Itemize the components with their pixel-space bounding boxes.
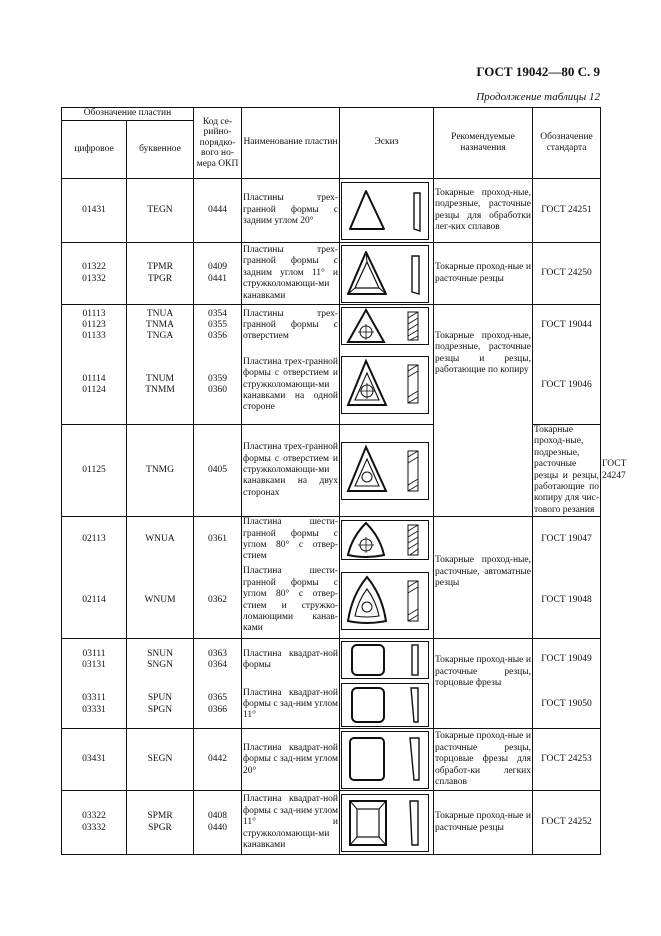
cell-letter: TNMG	[127, 425, 194, 517]
cell-letter: SPUN SPGN	[127, 681, 194, 729]
square-relief20-icon	[341, 731, 429, 789]
cell-name: Пластина квадрат-ной формы с зад-ним углом 11°	[242, 681, 340, 729]
cell-letter: TNUM TNMM	[127, 347, 194, 425]
cell-recommended: Токарные проход-ные, подрезные, расточные резцы и резцы, работающие по копиру	[434, 305, 533, 517]
cell-standard: ГОСТ 24252	[533, 791, 601, 855]
cell-sketch	[340, 305, 434, 347]
cell-letter: SEGN	[127, 729, 194, 791]
cell-standard: ГОСТ 19049	[533, 639, 601, 681]
table-row	[62, 639, 601, 681]
cell-standard: ГОСТ 19050	[533, 681, 601, 729]
cell-sketch	[340, 179, 434, 243]
col-name: Наименование пластин	[242, 108, 340, 179]
cell-recommended: Токарные проход-ные и расточные резцы, торцовые фрезы	[434, 639, 533, 729]
cell-okp: 0444	[194, 179, 242, 243]
cell-letter: TEGN	[127, 179, 194, 243]
col-designation: Обозначение пластин	[62, 108, 194, 121]
square-chipbreaker-icon	[341, 794, 429, 852]
cell-letter: SNUN SNGN	[127, 639, 194, 681]
trigon-hole-icon	[341, 520, 429, 560]
cell-sketch	[340, 791, 434, 855]
triangle-hole-double-icon	[341, 442, 429, 500]
cell-standard: ГОСТ 24250	[533, 243, 601, 305]
cell-digital: 01114 01124	[62, 347, 127, 425]
square-relief-icon	[341, 683, 429, 727]
cell-okp: 0359 0360	[194, 347, 242, 425]
cell-name: Пластина квадрат-ной формы с зад-ним углом 20°	[242, 729, 340, 791]
triangle-hole-icon	[341, 307, 429, 345]
cell-standard: ГОСТ 24253	[533, 729, 601, 791]
table-row	[62, 243, 601, 305]
cell-standard: ГОСТ 19044	[533, 305, 601, 347]
cell-name: Пластины трех-гранной формы с отверстием	[242, 305, 340, 347]
col-okp: Код се-рийно-порядко-вого но-мера ОКП	[194, 108, 242, 179]
cell-okp: 0408 0440	[194, 791, 242, 855]
cell-okp: 0363 0364	[194, 639, 242, 681]
page-header: ГОСТ 19042—80 С. 9	[476, 64, 600, 79]
cell-digital: 01322 01332	[62, 243, 127, 305]
cell-digital: 03322 03332	[62, 791, 127, 855]
cell-standard: ГОСТ 19047	[533, 517, 601, 563]
cell-sketch	[340, 729, 434, 791]
table-row: 01125 TNMG 0405 Пластина трех-гранной формы с отверстием и стружколомающи-ми канавками на двух сторонах Токарные проход-ные, подрезные, расточные резцы и резцы, работающие по копиру для чис-тового резания ГОСТ 24247	[62, 425, 601, 517]
cell-digital: 02113	[62, 517, 127, 563]
cell-name: Пластина квадрат-ной формы	[242, 639, 340, 681]
col-sketch: Эскиз	[340, 108, 434, 179]
cell-sketch	[340, 243, 434, 305]
cell-letter: TPMR TPGR	[127, 243, 194, 305]
cell-recommended: Токарные проход-ные и расточные резцы, торцовые фрезы для обработ-ки легких сплавов	[434, 729, 533, 791]
cell-standard: ГОСТ 19046	[533, 347, 601, 425]
cell-name: Пластина квадрат-ной формы с зад-ним углом 11° и стружколомающи-ми канавками	[242, 791, 340, 855]
cell-digital: 02114	[62, 563, 127, 639]
cell-digital: 01125	[62, 425, 127, 517]
triangle-chipbreaker-icon	[341, 245, 429, 303]
cell-sketch	[340, 681, 434, 729]
cell-recommended: Токарные проход-ные, расточные, автоматные резцы	[434, 517, 533, 639]
cell-digital: 01113 01123 01133	[62, 305, 127, 347]
cell-digital: 03431	[62, 729, 127, 791]
cell-sketch	[340, 563, 434, 639]
triangle-hole-chipbreaker-icon	[341, 356, 429, 414]
col-letter: буквенное	[127, 121, 194, 179]
cell-recommended: Токарные проход-ные, подрезные, расточные резцы и резцы, работающие по копиру для чис-тового резания	[534, 425, 600, 515]
table-row	[62, 179, 601, 243]
cell-okp: 0362	[194, 563, 242, 639]
cell-name: Пластина трех-гранной формы с отверстием и стружколомающи-ми канавками на двух сторонах	[242, 425, 340, 517]
cell-recommended: Токарные проход-ные, подрезные, расточные резцы для обработки лег-ких сплавов	[434, 179, 533, 243]
cell-standard: ГОСТ 24251	[533, 179, 601, 243]
cell-digital: 03311 03331	[62, 681, 127, 729]
cell-okp: 0365 0366	[194, 681, 242, 729]
triangle-icon	[341, 182, 429, 240]
col-digital: цифровое	[62, 121, 127, 179]
cell-sketch	[340, 347, 434, 425]
cell-letter: WNUM	[127, 563, 194, 639]
cell-okp: 0409 0441	[194, 243, 242, 305]
cell-letter: SPMR SPGR	[127, 791, 194, 855]
table-row	[62, 517, 601, 563]
cell-okp: 0442	[194, 729, 242, 791]
col-recommended: Рекомендуемые назначения	[434, 108, 533, 179]
cell-recommended: Токарные проход-ные и расточные резцы	[434, 243, 533, 305]
cell-okp: 0361	[194, 517, 242, 563]
cell-name: Пластины трех-гранной формы с задним углом 11° и стружколомающи-ми канавками	[242, 243, 340, 305]
cell-sketch	[340, 517, 434, 563]
cell-letter: TNUA TNMA TNGA	[127, 305, 194, 347]
table-row	[62, 305, 601, 347]
cell-name: Пластины трех-гранной формы с задним углом 20°	[242, 179, 340, 243]
cell-digital: 03111 03131	[62, 639, 127, 681]
inserts-table	[61, 107, 627, 855]
cell-sketch	[340, 639, 434, 681]
table-row	[62, 791, 601, 855]
cell-name: Пластина трех-гранной формы с отверстием и стружколомающи-ми канавками на одной стороне	[242, 347, 340, 425]
cell-digital: 01431	[62, 179, 127, 243]
cell-okp: 0405	[194, 425, 242, 517]
col-standard: Обозначение стандарта	[533, 108, 601, 179]
cell-sketch	[340, 425, 434, 517]
cell-letter: WNUA	[127, 517, 194, 563]
cell-name: Пластина шести-гранной формы с углом 80° с отвер-стием и стружко-ломающими канав-ками	[242, 563, 340, 639]
trigon-hole-chipbreaker-icon	[341, 572, 429, 630]
table-continuation-label: Продолжение таблицы 12	[476, 91, 600, 103]
square-icon	[341, 641, 429, 679]
cell-standard: ГОСТ 19048	[533, 563, 601, 639]
table-row	[62, 729, 601, 791]
cell-okp: 0354 0355 0356	[194, 305, 242, 347]
cell-recommended: Токарные проход-ные и расточные резцы	[434, 791, 533, 855]
cell-name: Пластина шести-гранной формы с углом 80° с отвер-стием	[243, 517, 339, 562]
